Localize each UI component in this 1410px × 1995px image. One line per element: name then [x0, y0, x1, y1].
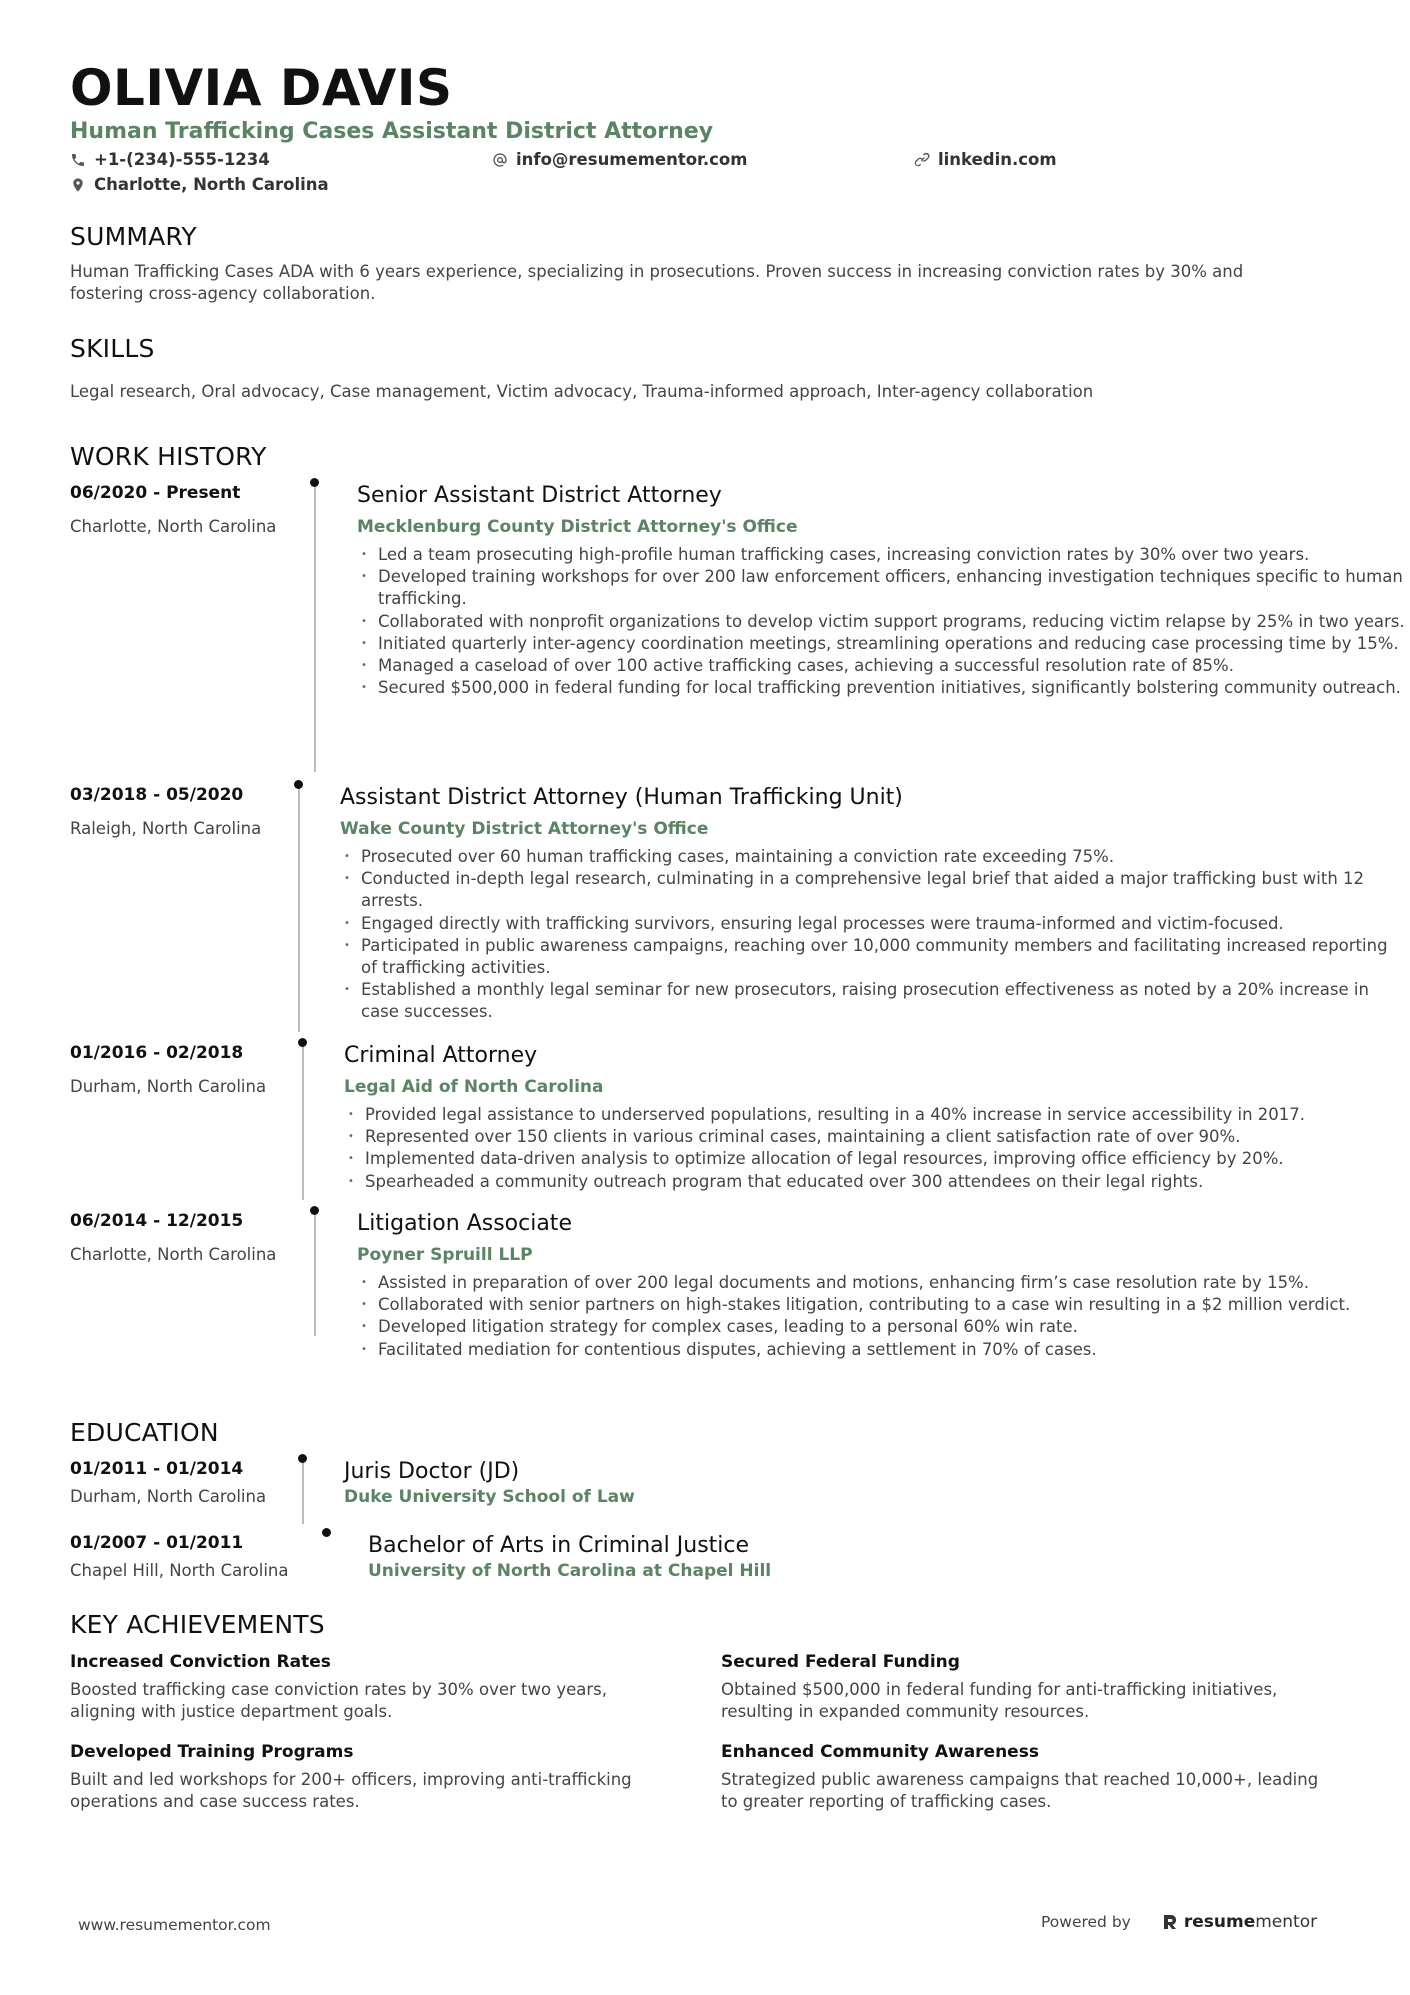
- job-bullet: • Represented over 150 clients in various criminal cases, maintaining a client satisfaction rate of over 90%.: [344, 1126, 1404, 1148]
- achievement-title: Increased Conviction Rates: [70, 1652, 331, 1672]
- timeline-dot: [298, 1038, 307, 1047]
- job-location: Charlotte, North Carolina: [70, 1245, 277, 1264]
- job-role: Assistant District Attorney (Human Trafficking Unit): [340, 785, 903, 810]
- job-bullet: • Conducted in-depth legal research, culminating in a comprehensive legal brief that aided a major trafficking bust with 12 arrests.: [340, 868, 1400, 912]
- summary-heading: SUMMARY: [70, 222, 197, 251]
- work-history-heading: WORK HISTORY: [70, 442, 267, 471]
- job-bullet: • Developed litigation strategy for complex cases, leading to a personal 60% win rate.: [357, 1316, 1410, 1338]
- edu-school: University of North Carolina at Chapel Hill: [368, 1561, 772, 1581]
- job-bullet: • Collaborated with senior partners on high-stakes litigation, contributing to a case win resulting in a $2 million verdict.: [357, 1294, 1410, 1316]
- job-bullets: [357, 544, 1410, 699]
- powered-by-label: Powered by: [1041, 1913, 1131, 1931]
- footer-website[interactable]: www.resumementor.com: [78, 1916, 271, 1934]
- job-org: Legal Aid of North Carolina: [344, 1077, 604, 1097]
- phone-contact: [70, 149, 270, 171]
- edu-dates: 01/2007 - 01/2011: [70, 1533, 244, 1553]
- job-bullet: • Participated in public awareness campaigns, reaching over 10,000 community members and facilitating increased reporting of trafficking activities.: [340, 935, 1400, 979]
- edu-location: Durham, North Carolina: [70, 1487, 267, 1506]
- job-bullet: • Facilitated mediation for contentious disputes, achieving a settlement in 70% of cases.: [357, 1339, 1410, 1361]
- job-bullets: [340, 846, 1400, 1024]
- job-bullets: [357, 1272, 1410, 1361]
- achievement-item: [721, 1741, 1321, 1813]
- achievement-desc: Boosted trafficking case conviction rates by 30% over two years, aligning with justice department goals.: [70, 1680, 607, 1721]
- achievements-heading: KEY ACHIEVEMENTS: [70, 1610, 325, 1639]
- achievement-desc: Built and led workshops for 200+ officers, improving anti-trafficking operations and case success rates.: [70, 1770, 632, 1811]
- timeline-line: [298, 786, 300, 1032]
- map-pin-icon: [70, 177, 86, 193]
- brand-text-light: mentor: [1255, 1912, 1318, 1932]
- timeline-dot: [310, 1206, 319, 1215]
- resumementor-logo-icon: [1161, 1913, 1179, 1931]
- job-bullet: • Assisted in preparation of over 200 legal documents and motions, enhancing firm’s case resolution rate by 15%.: [357, 1272, 1410, 1294]
- job-role: Criminal Attorney: [344, 1043, 538, 1068]
- link-icon: [914, 152, 930, 168]
- job-bullet: • Collaborated with nonprofit organizations to develop victim support programs, reducing victim relapse by 25% in two years.: [357, 611, 1410, 633]
- timeline-dot: [322, 1528, 331, 1537]
- job-location: Raleigh, North Carolina: [70, 819, 262, 838]
- job-org: Wake County District Attorney's Office: [340, 819, 709, 839]
- edu-degree: Juris Doctor (JD): [344, 1459, 520, 1484]
- job-dates: 06/2014 - 12/2015: [70, 1211, 244, 1231]
- job-org: Mecklenburg County District Attorney's Office: [357, 517, 798, 537]
- email-contact[interactable]: [492, 149, 747, 171]
- candidate-title: Human Trafficking Cases Assistant District Attorney: [70, 119, 714, 144]
- edu-dates: 01/2011 - 01/2014: [70, 1459, 244, 1479]
- job-dates: 03/2018 - 05/2020: [70, 785, 244, 805]
- achievement-item: [721, 1651, 1321, 1723]
- timeline-line: [302, 1044, 304, 1200]
- edu-school: Duke University School of Law: [344, 1487, 635, 1507]
- achievement-desc: Strategized public awareness campaigns that reached 10,000+, leading to greater reporting of trafficking cases.: [721, 1770, 1319, 1811]
- job-location: Durham, North Carolina: [70, 1077, 267, 1096]
- achievement-title: Secured Federal Funding: [721, 1652, 960, 1672]
- achievement-desc: Obtained $500,000 in federal funding for anti-trafficking initiatives, resulting in expanded community resources.: [721, 1680, 1278, 1721]
- job-bullet: • Managed a caseload of over 100 active trafficking cases, achieving a successful resolution rate of 85%.: [357, 655, 1410, 677]
- job-bullet: • Prosecuted over 60 human trafficking cases, maintaining a conviction rate exceeding 75%.: [340, 846, 1400, 868]
- job-bullet: • Initiated quarterly inter-agency coordination meetings, streamlining operations and reducing case processing time by 15%.: [357, 633, 1410, 655]
- timeline-dot: [298, 1454, 307, 1463]
- summary-text: Human Trafficking Cases ADA with 6 years experience, specializing in prosecutions. Proven success in increasing conviction rates by 30% and fostering cross-agency collaboration.: [70, 262, 1244, 303]
- job-bullet: • Implemented data-driven analysis to optimize allocation of legal resources, improving office efficiency by 20%.: [344, 1148, 1404, 1170]
- phone-icon: [70, 152, 86, 168]
- job-bullet: • Established a monthly legal seminar for new prosecutors, raising prosecution effectiveness as noted by a 20% increase in case successes.: [340, 979, 1400, 1023]
- achievement-item: [70, 1651, 670, 1723]
- education-heading: EDUCATION: [70, 1418, 219, 1447]
- job-bullet: • Provided legal assistance to underserved populations, resulting in a 40% increase in service accessibility in 2017.: [344, 1104, 1404, 1126]
- job-bullet: • Engaged directly with trafficking survivors, ensuring legal processes were trauma-informed and victim-focused.: [340, 913, 1400, 935]
- timeline-dot: [294, 780, 303, 789]
- phone-text: +1-(234)-555-1234: [94, 150, 270, 169]
- job-role: Senior Assistant District Attorney: [357, 483, 722, 508]
- job-location: Charlotte, North Carolina: [70, 517, 277, 536]
- job-bullet: • Secured $500,000 in federal funding for local trafficking prevention initiatives, significantly bolstering community outreach.: [357, 677, 1410, 699]
- skills-text: Legal research, Oral advocacy, Case management, Victim advocacy, Trauma-informed approach, Inter-agency collaboration: [70, 382, 1094, 401]
- skills-heading: SKILLS: [70, 334, 155, 363]
- brand-text-bold: resume: [1183, 1912, 1256, 1932]
- candidate-name: OLIVIA DAVIS: [70, 59, 453, 117]
- linkedin-contact[interactable]: [914, 149, 1057, 171]
- email-text: info@resumementor.com: [516, 150, 748, 169]
- location-contact: [70, 174, 329, 196]
- footer-powered: [1041, 1912, 1317, 1932]
- job-bullet: • Spearheaded a community outreach program that educated over 300 attendees on their legal rights.: [344, 1171, 1404, 1193]
- job-bullet: • Developed training workshops for over 200 law enforcement officers, enhancing investigation techniques specific to human trafficking.: [357, 566, 1410, 610]
- timeline-dot: [310, 478, 319, 487]
- job-bullet: • Led a team prosecuting high-profile human trafficking cases, increasing conviction rates by 30% over two years.: [357, 544, 1410, 566]
- timeline-line: [314, 1212, 316, 1336]
- achievement-title: Developed Training Programs: [70, 1742, 354, 1762]
- edu-location: Chapel Hill, North Carolina: [70, 1561, 289, 1580]
- job-bullets: [344, 1104, 1404, 1193]
- location-text: Charlotte, North Carolina: [94, 175, 329, 194]
- achievement-item: [70, 1741, 670, 1813]
- job-org: Poyner Spruill LLP: [357, 1245, 533, 1265]
- brand-logo[interactable]: [1161, 1912, 1317, 1932]
- timeline-line: [302, 1460, 304, 1524]
- achievement-title: Enhanced Community Awareness: [721, 1742, 1039, 1762]
- timeline-line: [314, 484, 316, 772]
- edu-degree: Bachelor of Arts in Criminal Justice: [368, 1533, 750, 1558]
- job-role: Litigation Associate: [357, 1211, 572, 1236]
- job-dates: 06/2020 - Present: [70, 483, 241, 503]
- at-icon: [492, 152, 508, 168]
- linkedin-text: linkedin.com: [938, 150, 1057, 169]
- job-dates: 01/2016 - 02/2018: [70, 1043, 244, 1063]
